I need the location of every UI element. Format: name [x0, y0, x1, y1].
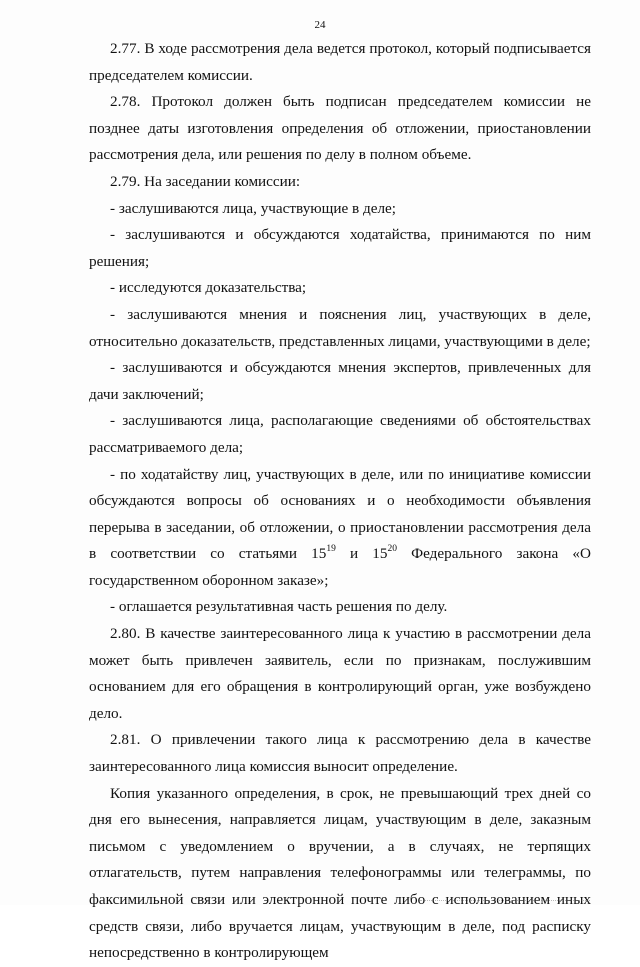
list-item: - заслушиваются и обсуждаются ходатайства, принимаются по ним решения;: [89, 226, 591, 270]
scan-artifact: [420, 900, 590, 903]
paragraph-2-81: 2.81. О привлечении такого лица к рассмотрению дела в качестве заинтересованного лица комиссия выносит определение.: [89, 731, 591, 776]
list-item: - исследуются доказательства;: [110, 279, 307, 297]
paragraph-2-79: 2.79. На заседании комиссии:: [110, 172, 301, 190]
list-item-text-start: - по ходатайству лиц, участвующих в деле, или по инициативе комиссии обсуждаются вопросы об основаниях и о необходимости объявления перерыва в заседании, об отложении, о приостановлении рассмотрения дела в соответствии со статьями 15: [89, 465, 591, 563]
list-item: - заслушиваются мнения и пояснения лиц, участвующих в деле, относительно доказательств, представленных лицами, участвующими в деле;: [89, 305, 591, 350]
page-number: 24: [314, 19, 326, 31]
superscript-20: 20: [387, 544, 397, 555]
list-item-with-citations: [89, 462, 591, 595]
list-item: - заслушиваются лица, располагающие сведениями об обстоятельствах рассматриваемого дела;: [89, 412, 591, 456]
superscript-19: 19: [326, 544, 336, 555]
list-item: - заслушиваются и обсуждаются мнения экспертов, привлеченных для дачи заключений;: [89, 359, 591, 403]
paragraph-2-80: 2.80. В качестве заинтересованного лица к участию в рассмотрении дела может быть привлечен заявитель, если по признакам, послужившим основанием для его обращения в контролирующий орган, уже возбуждено дело.: [89, 625, 591, 722]
paragraph-copy-notice: Копия указанного определения, в срок, не превышающий трех дней со дня его вынесения, направляется лицам, участвующим в деле, заказным письмом с уведомлением о вручении, а в случаях, не терпящих отлагательств, путем направления телефонограммы или телеграммы, по факсимильной связи или электронной почте либо с использованием иных средств связи, либо вручается лицам, участвующим в деле, под расписку непосредственно в контролирующем: [89, 784, 591, 962]
list-item-text-end: Федерального закона «О государственном оборонном заказе»;: [89, 545, 591, 589]
paragraph-2-77: 2.77. В ходе рассмотрения дела ведется протокол, который подписывается председателем комиссии.: [89, 40, 591, 84]
document-body: [89, 36, 591, 967]
list-item: - оглашается результативная часть решения по делу.: [110, 598, 448, 616]
list-item-text-middle: и 15: [335, 545, 388, 563]
list-item: - заслушиваются лица, участвующие в деле;: [110, 199, 396, 217]
paragraph-2-78: 2.78. Протокол должен быть подписан председателем комиссии не позднее даты изготовления определения об отложении, приостановлении рассмотрения дела, или решения по делу в полном объеме.: [89, 93, 591, 164]
